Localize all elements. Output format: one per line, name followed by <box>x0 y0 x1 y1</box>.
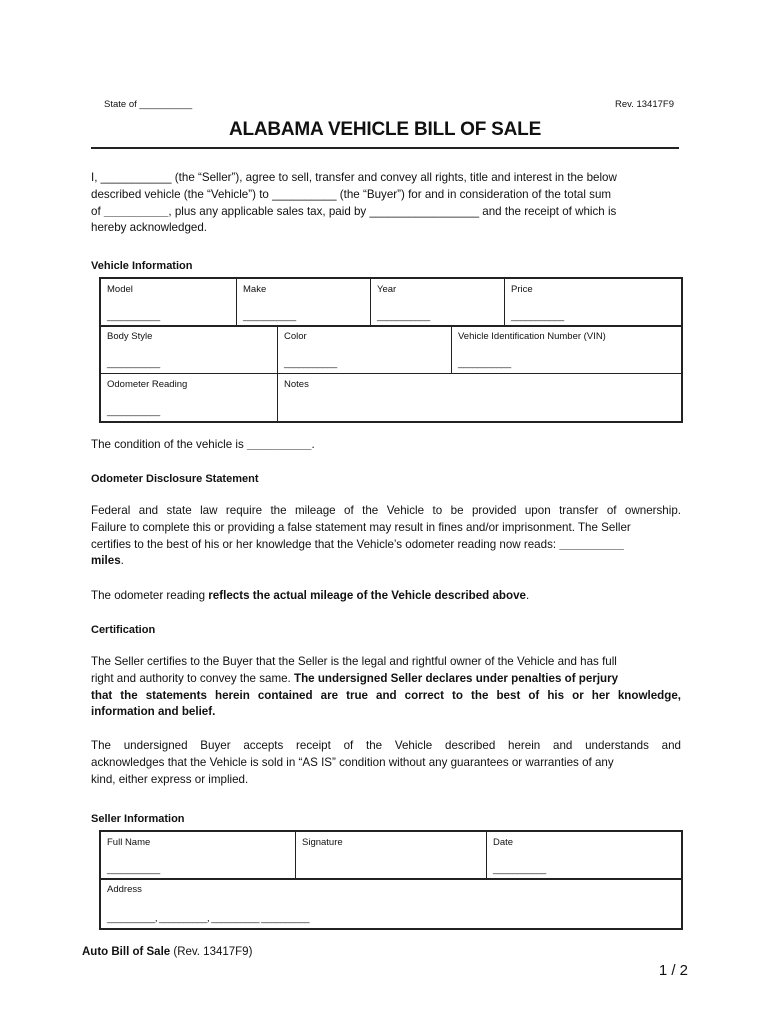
make-blank: ___________ <box>243 311 296 322</box>
color-label: Color <box>284 331 307 342</box>
buyer-line-1: The undersigned Buyer accepts receipt of the Vehicle described herein and understands and <box>91 739 681 752</box>
intro-text: of <box>91 204 104 218</box>
seller-address-cell[interactable] <box>101 879 682 929</box>
odometer-reading-blank[interactable]: __________ <box>559 537 624 551</box>
year-label: Year <box>377 284 397 295</box>
footer-doc-label <box>82 946 252 958</box>
seller-info-table <box>99 830 683 930</box>
state-label: State of __________ <box>104 99 193 110</box>
vin-label: Vehicle Identification Number (VIN) <box>458 331 606 342</box>
reading-text: The odometer reading <box>91 589 209 602</box>
certification-heading: Certification <box>91 624 156 636</box>
odometer-cell[interactable] <box>101 374 278 422</box>
model-cell[interactable] <box>101 279 237 327</box>
make-label: Make <box>243 284 267 295</box>
signature-label: Signature <box>302 837 343 848</box>
notes-cell[interactable] <box>278 374 683 422</box>
date-label: Date <box>493 837 514 848</box>
seller-date-cell[interactable] <box>487 832 683 880</box>
condition-text: The condition of the vehicle is <box>91 438 247 451</box>
reading-bold-text: reflects the actual mileage of the Vehicle described above <box>208 589 526 602</box>
footer-doc-rev: (Rev. 13417F9) <box>170 946 253 958</box>
odometer-label: Odometer Reading <box>107 379 188 390</box>
intro-line-2: described vehicle (the “Vehicle”) to __________ (the “Buyer”) for and in consideration of the total sum <box>91 187 612 201</box>
odometer-text: certifies to the best of his or her knowledge that the Vehicle’s odometer reading now reads: <box>91 537 560 551</box>
intro-line-1: I, ___________ (the “Seller”), agree to sell, transfer and convey all rights, title and interest in the below <box>91 171 617 184</box>
intro-line-4: hereby acknowledged. <box>91 221 208 235</box>
vehicle-info-table <box>99 277 683 423</box>
page-title: ALABAMA VEHICLE BILL OF SALE <box>228 119 542 140</box>
revision-label: Rev. 13417F9 <box>615 99 674 110</box>
total-sum-blank[interactable]: __________ <box>103 204 169 218</box>
address-label: Address <box>107 884 142 895</box>
year-cell[interactable] <box>371 279 505 327</box>
odometer-blank: ___________ <box>107 406 160 417</box>
miles-period: . <box>120 554 124 568</box>
condition-period: . <box>311 438 315 451</box>
body-style-blank: ___________ <box>107 358 160 369</box>
intro-text: , plus any applicable sales tax, paid by _________________ and the receipt of which is <box>168 204 617 218</box>
cert-bold-text: The undersigned Seller declares under penalties of perjury <box>294 671 619 685</box>
vin-cell[interactable] <box>452 326 683 374</box>
body-style-cell[interactable] <box>101 326 278 374</box>
price-blank: ___________ <box>511 311 564 322</box>
color-cell[interactable] <box>278 326 452 374</box>
cert-line-2 <box>91 671 681 688</box>
model-blank: ___________ <box>107 311 160 322</box>
cert-line-4: information and belief. <box>91 705 216 719</box>
miles-label: miles <box>91 554 121 568</box>
page-number: 1 / 2 <box>658 962 688 979</box>
buyer-line-3: kind, either express or implied. <box>91 772 249 786</box>
condition-line <box>91 437 315 454</box>
seller-full-name-cell[interactable] <box>101 832 296 880</box>
full-name-blank: ___________ <box>107 864 160 875</box>
buyer-line-2: acknowledges that the Vehicle is sold in “AS IS” condition without any guarantees or warranties of any <box>91 755 614 769</box>
cert-line-3: that the statements herein contained are true and correct to the best of his or her knowledge, <box>91 688 681 702</box>
reading-period: . <box>525 589 530 602</box>
cert-text: right and authority to convey the same. <box>91 671 295 685</box>
model-label: Model <box>107 284 133 295</box>
seller-info-heading: Seller Information <box>91 813 185 825</box>
cert-line-1: The Seller certifies to the Buyer that the Seller is the legal and rightful owner of the Vehicle and has full <box>91 655 617 668</box>
full-name-label: Full Name <box>107 837 151 848</box>
odometer-paragraph <box>91 503 681 570</box>
odometer-line-1: Federal and state law require the mileage of the Vehicle to be provided upon transfer of ownership. <box>91 504 681 517</box>
price-cell[interactable] <box>505 279 683 327</box>
odometer-disclosure-heading: Odometer Disclosure Statement <box>91 473 259 485</box>
intro-paragraph <box>91 170 681 237</box>
body-style-label: Body Style <box>107 331 153 342</box>
condition-blank[interactable]: __________ <box>246 438 312 451</box>
date-blank: ___________ <box>493 864 546 875</box>
address-blank: __________, __________, __________ __________ <box>107 913 310 924</box>
certification-paragraph-2 <box>91 738 681 788</box>
make-cell[interactable] <box>237 279 371 327</box>
seller-signature-cell[interactable] <box>296 832 487 880</box>
odometer-line-3 <box>91 537 681 554</box>
odometer-line-4 <box>91 553 681 570</box>
title-divider <box>91 147 679 149</box>
certification-paragraph-1 <box>91 654 681 721</box>
footer-doc-title: Auto Bill of Sale <box>82 946 171 958</box>
odometer-reading-line <box>91 588 529 605</box>
vehicle-info-heading: Vehicle Information <box>91 260 193 272</box>
year-blank: ___________ <box>377 311 430 322</box>
notes-label: Notes <box>284 379 309 390</box>
price-label: Price <box>511 284 533 295</box>
vin-blank: ___________ <box>458 358 511 369</box>
intro-line-3 <box>91 204 681 221</box>
color-blank: ___________ <box>284 358 337 369</box>
odometer-line-2: Failure to complete this or providing a false statement may result in fines and/or imprisonment. The Seller <box>91 520 631 534</box>
